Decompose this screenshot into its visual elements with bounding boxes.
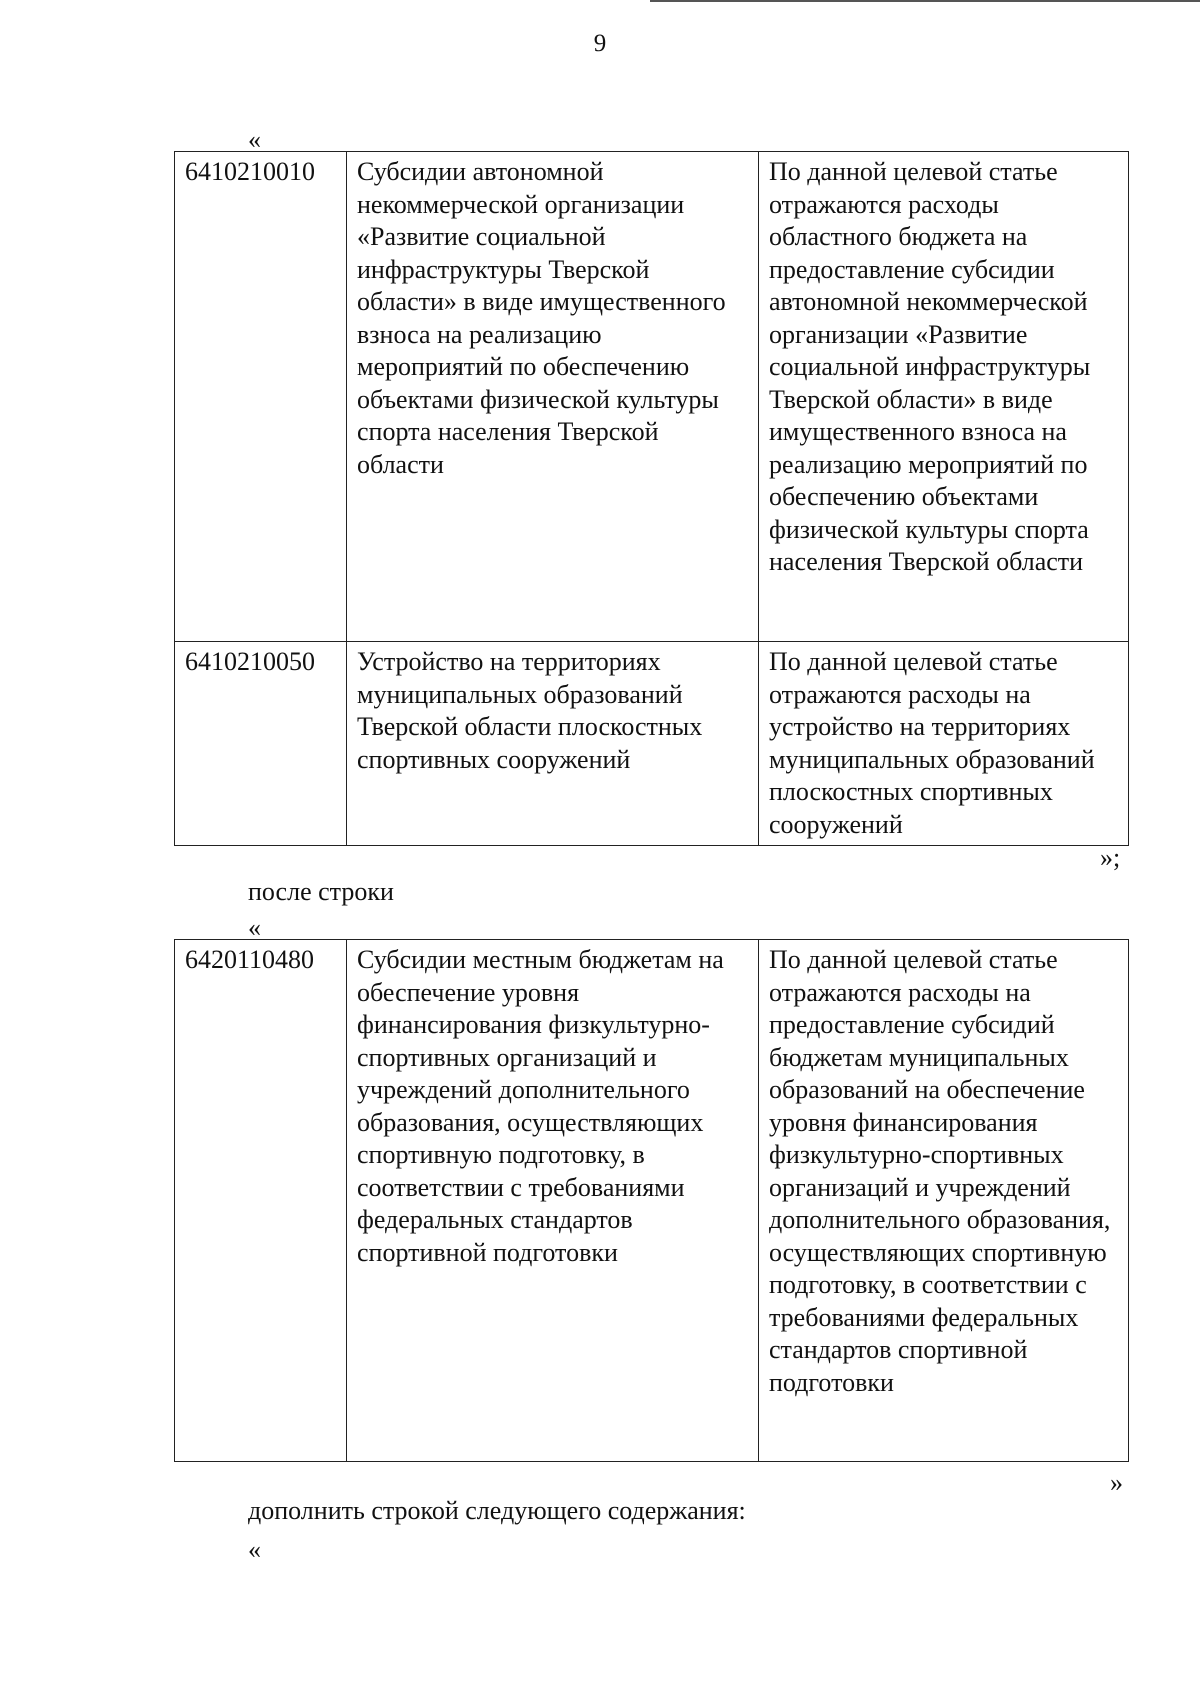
after-row-text: после строки xyxy=(248,877,394,906)
supplement-text: дополнить строкой следующего содержания: xyxy=(248,1496,746,1525)
expense-description-cell: По данной целевой статье отражаются расходы на предоставление субсидий бюджетам муниципальных образований на обеспечение уровня финансирования физкультурно-спортивных организаций и учреждений дополнительного образования, осуществляющих спортивную подготовку, в соответствии с требованиями федеральных стандартов спортивной подготовки xyxy=(759,940,1129,1462)
expense-name-cell: Устройство на территориях муниципальных образований Тверской области плоскостных спортивных сооружений xyxy=(347,642,759,846)
expense-name-cell: Субсидии автономной некоммерческой организации «Развитие социальной инфраструктуры Тверской области» в виде имущественного взноса на реализацию мероприятий по обеспечению объектами физической культуры спорта населения Тверской области xyxy=(347,152,759,642)
table1-open-quote: « xyxy=(248,125,261,154)
table2-open-quote: « xyxy=(248,913,261,942)
table-row xyxy=(175,940,1129,1462)
table-row xyxy=(175,152,1129,642)
budget-code-cell: 6410210050 xyxy=(175,642,347,846)
table-row xyxy=(175,642,1129,846)
budget-code-cell: 6420110480 xyxy=(175,940,347,1462)
page-number: 9 xyxy=(593,30,607,57)
expense-name-cell: Субсидии местным бюджетам на обеспечение уровня финансирования физкультурно-спортивных организаций и учреждений дополнительного образования, осуществляющих спортивную подготовку, в соответствии с требованиями федеральных стандартов спортивной подготовки xyxy=(347,940,759,1462)
table2-close-quote: » xyxy=(1110,1468,1123,1497)
expense-description-cell: По данной целевой статье отражаются расходы на устройство на территориях муниципальных образований плоскостных спортивных сооружений xyxy=(759,642,1129,846)
expense-description-cell: По данной целевой статье отражаются расходы областного бюджета на предоставление субсидии автономной некоммерческой организации «Развитие социальной инфраструктуры Тверской области» в виде имущественного взноса на реализацию мероприятий по обеспечению объектами физической культуры спорта населения Тверской области xyxy=(759,152,1129,642)
scan-top-edge-line xyxy=(650,0,1200,2)
table2 xyxy=(174,939,1129,1462)
table1-close-quote: »; xyxy=(1100,843,1121,872)
table1 xyxy=(174,151,1129,846)
budget-code-cell: 6410210010 xyxy=(175,152,347,642)
table3-open-quote: « xyxy=(248,1535,261,1564)
